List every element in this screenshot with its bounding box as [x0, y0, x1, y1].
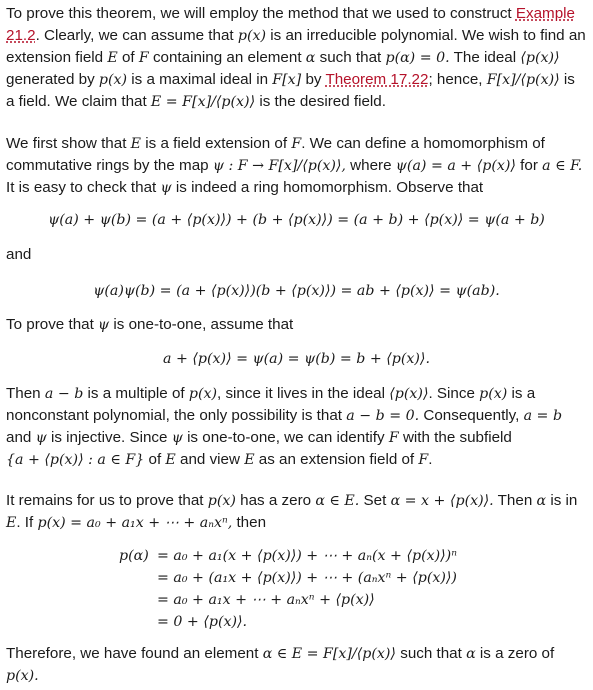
- math: F: [138, 50, 149, 66]
- math: α: [466, 646, 476, 662]
- math: p(x): [188, 386, 218, 402]
- text: ;: [428, 71, 433, 88]
- math: E: [244, 452, 255, 468]
- text: containing an element: [152, 49, 302, 66]
- text: It is easy to check that: [6, 179, 157, 196]
- and-text: and: [6, 246, 32, 263]
- text: of: [121, 49, 135, 66]
- math: ψ: [98, 317, 110, 333]
- math: E: [6, 515, 17, 531]
- text: To prove that: [6, 316, 94, 333]
- math: ⟨p(x)⟩: [520, 50, 560, 66]
- text: as an extension field of: [258, 451, 415, 468]
- text: where: [350, 157, 392, 174]
- theorem-17-22-link[interactable]: Theorem 17.22: [325, 71, 429, 88]
- text: has a zero: [240, 492, 312, 509]
- text: , since it lives in the ideal: [217, 385, 386, 402]
- text: Then: [497, 492, 533, 509]
- text: It remains for us to prove that: [6, 492, 204, 509]
- paragraph-zero: [6, 490, 587, 534]
- text: . We can define a homomorphism of commutative rings by the map: [6, 135, 545, 174]
- text: . Clearly, we can assume that: [35, 27, 234, 44]
- text: is a nonconstant polynomial, the only possibility is that: [6, 385, 536, 424]
- text: and view: [180, 451, 240, 468]
- text: is a field. We claim that: [6, 71, 575, 110]
- text: for: [520, 157, 538, 174]
- text: such that: [400, 645, 462, 662]
- text: is injective. Since: [50, 429, 168, 446]
- text: To prove this theorem, we will employ the method that we used to construct: [6, 5, 512, 22]
- math: E: [130, 136, 142, 152]
- text: is one-to-one, assume that: [113, 316, 294, 333]
- math: p(x): [479, 386, 508, 402]
- math: p(α) = 0.: [385, 50, 450, 66]
- text: Set: [363, 492, 387, 509]
- text: We first show that: [6, 135, 127, 152]
- text: is a zero of: [479, 645, 555, 662]
- text: is in: [550, 492, 578, 509]
- math: E: [165, 452, 176, 468]
- math: a − b: [44, 386, 84, 402]
- math: α ∈ E = F[x]/⟨p(x)⟩: [262, 646, 396, 662]
- text: of: [148, 451, 162, 468]
- math: ψ(a) = a + ⟨p(x)⟩: [395, 158, 516, 174]
- equation-multiplicative: ψ(a)ψ(b) = (a + ⟨p(x)⟩)(b + ⟨p(x)⟩) = ab + ⟨p(x)⟩ = ψ(ab).: [93, 283, 500, 299]
- math: α: [536, 493, 547, 509]
- math: a ∈ F.: [542, 158, 583, 174]
- math: p(x) = a₀ + a₁x + ⋯ + aₙxⁿ,: [37, 515, 233, 531]
- math: ψ: [171, 430, 183, 446]
- text: with the subfield: [402, 429, 512, 446]
- text: is a multiple of: [87, 385, 185, 402]
- paragraph-intro: [6, 3, 587, 113]
- text: and: [6, 429, 32, 446]
- text: . If: [16, 514, 34, 531]
- paragraph-injective: [6, 314, 587, 336]
- math: p(x): [207, 493, 236, 509]
- text: by: [305, 71, 322, 88]
- paragraph-conclusion: [6, 643, 587, 687]
- text: is an irreducible polynomial. We wish to find an extension field: [6, 27, 586, 66]
- equation-additive: ψ(a) + ψ(b) = (a + ⟨p(x)⟩) + (b + ⟨p(x)⟩) = (a + b) + ⟨p(x)⟩ = ψ(a + b): [48, 212, 545, 228]
- text: Therefore, we have found an element: [6, 645, 259, 662]
- math: a = b: [523, 408, 563, 424]
- example-21-2-link[interactable]: Example 21.2: [6, 5, 575, 44]
- math: F: [291, 136, 302, 152]
- text: hence,: [436, 71, 483, 88]
- math: ψ: [160, 180, 172, 196]
- paragraph-field-extension: [6, 133, 587, 199]
- math: F: [388, 430, 399, 446]
- text: is one-to-one, we can identify: [187, 429, 385, 446]
- math: E: [107, 50, 118, 66]
- math: {a + ⟨p(x)⟩ : a ∈ F}: [6, 452, 145, 468]
- math: ψ: [35, 430, 47, 446]
- align-line-2: = a₀ + (a₁x + ⟨p(x)⟩) + ⋯ + (aₙxⁿ + ⟨p(x)⟩): [157, 570, 457, 586]
- text: is indeed a ring homomorphism. Observe that: [175, 179, 484, 196]
- text: .: [428, 451, 433, 468]
- text: . Since: [428, 385, 475, 402]
- math: a − b = 0.: [346, 408, 420, 424]
- align-line-3: = a₀ + a₁x + ⋯ + aₙxⁿ + ⟨p(x)⟩: [157, 592, 375, 608]
- math: E = F[x]/⟨p(x)⟩: [150, 94, 256, 110]
- text: Consequently,: [423, 407, 520, 424]
- text: is a maximal ideal in: [131, 71, 269, 88]
- align-line-4: = 0 + ⟨p(x)⟩.: [157, 614, 248, 630]
- math: α = x + ⟨p(x)⟩.: [390, 493, 494, 509]
- align-line-1: = a₀ + a₁(x + ⟨p(x)⟩) + ⋯ + aₙ(x + ⟨p(x)⟩)ⁿ: [157, 548, 457, 564]
- text: Then: [6, 385, 41, 402]
- text: is the desired field.: [259, 93, 386, 110]
- equation-injective: a + ⟨p(x)⟩ = ψ(a) = ψ(b) = b + ⟨p(x)⟩.: [163, 351, 430, 367]
- math: F[x]/⟨p(x)⟩: [486, 72, 560, 88]
- math: ⟨p(x)⟩: [389, 386, 429, 402]
- text: then: [236, 514, 267, 531]
- math: F[x]: [272, 72, 302, 88]
- text: The ideal: [453, 49, 517, 66]
- math: F: [418, 452, 429, 468]
- math: p(x): [237, 28, 267, 44]
- math: p(x).: [6, 668, 39, 684]
- math: α ∈ E.: [315, 493, 360, 509]
- paragraph-multiple: [6, 383, 587, 471]
- text: generated by: [6, 71, 95, 88]
- text: such that: [319, 49, 382, 66]
- math: ψ : F → F[x]/⟨p(x)⟩,: [212, 158, 346, 174]
- math: p(x): [98, 72, 128, 88]
- text: is a field extension of: [145, 135, 288, 152]
- math: α: [305, 50, 316, 66]
- align-lhs: p(α): [119, 548, 149, 564]
